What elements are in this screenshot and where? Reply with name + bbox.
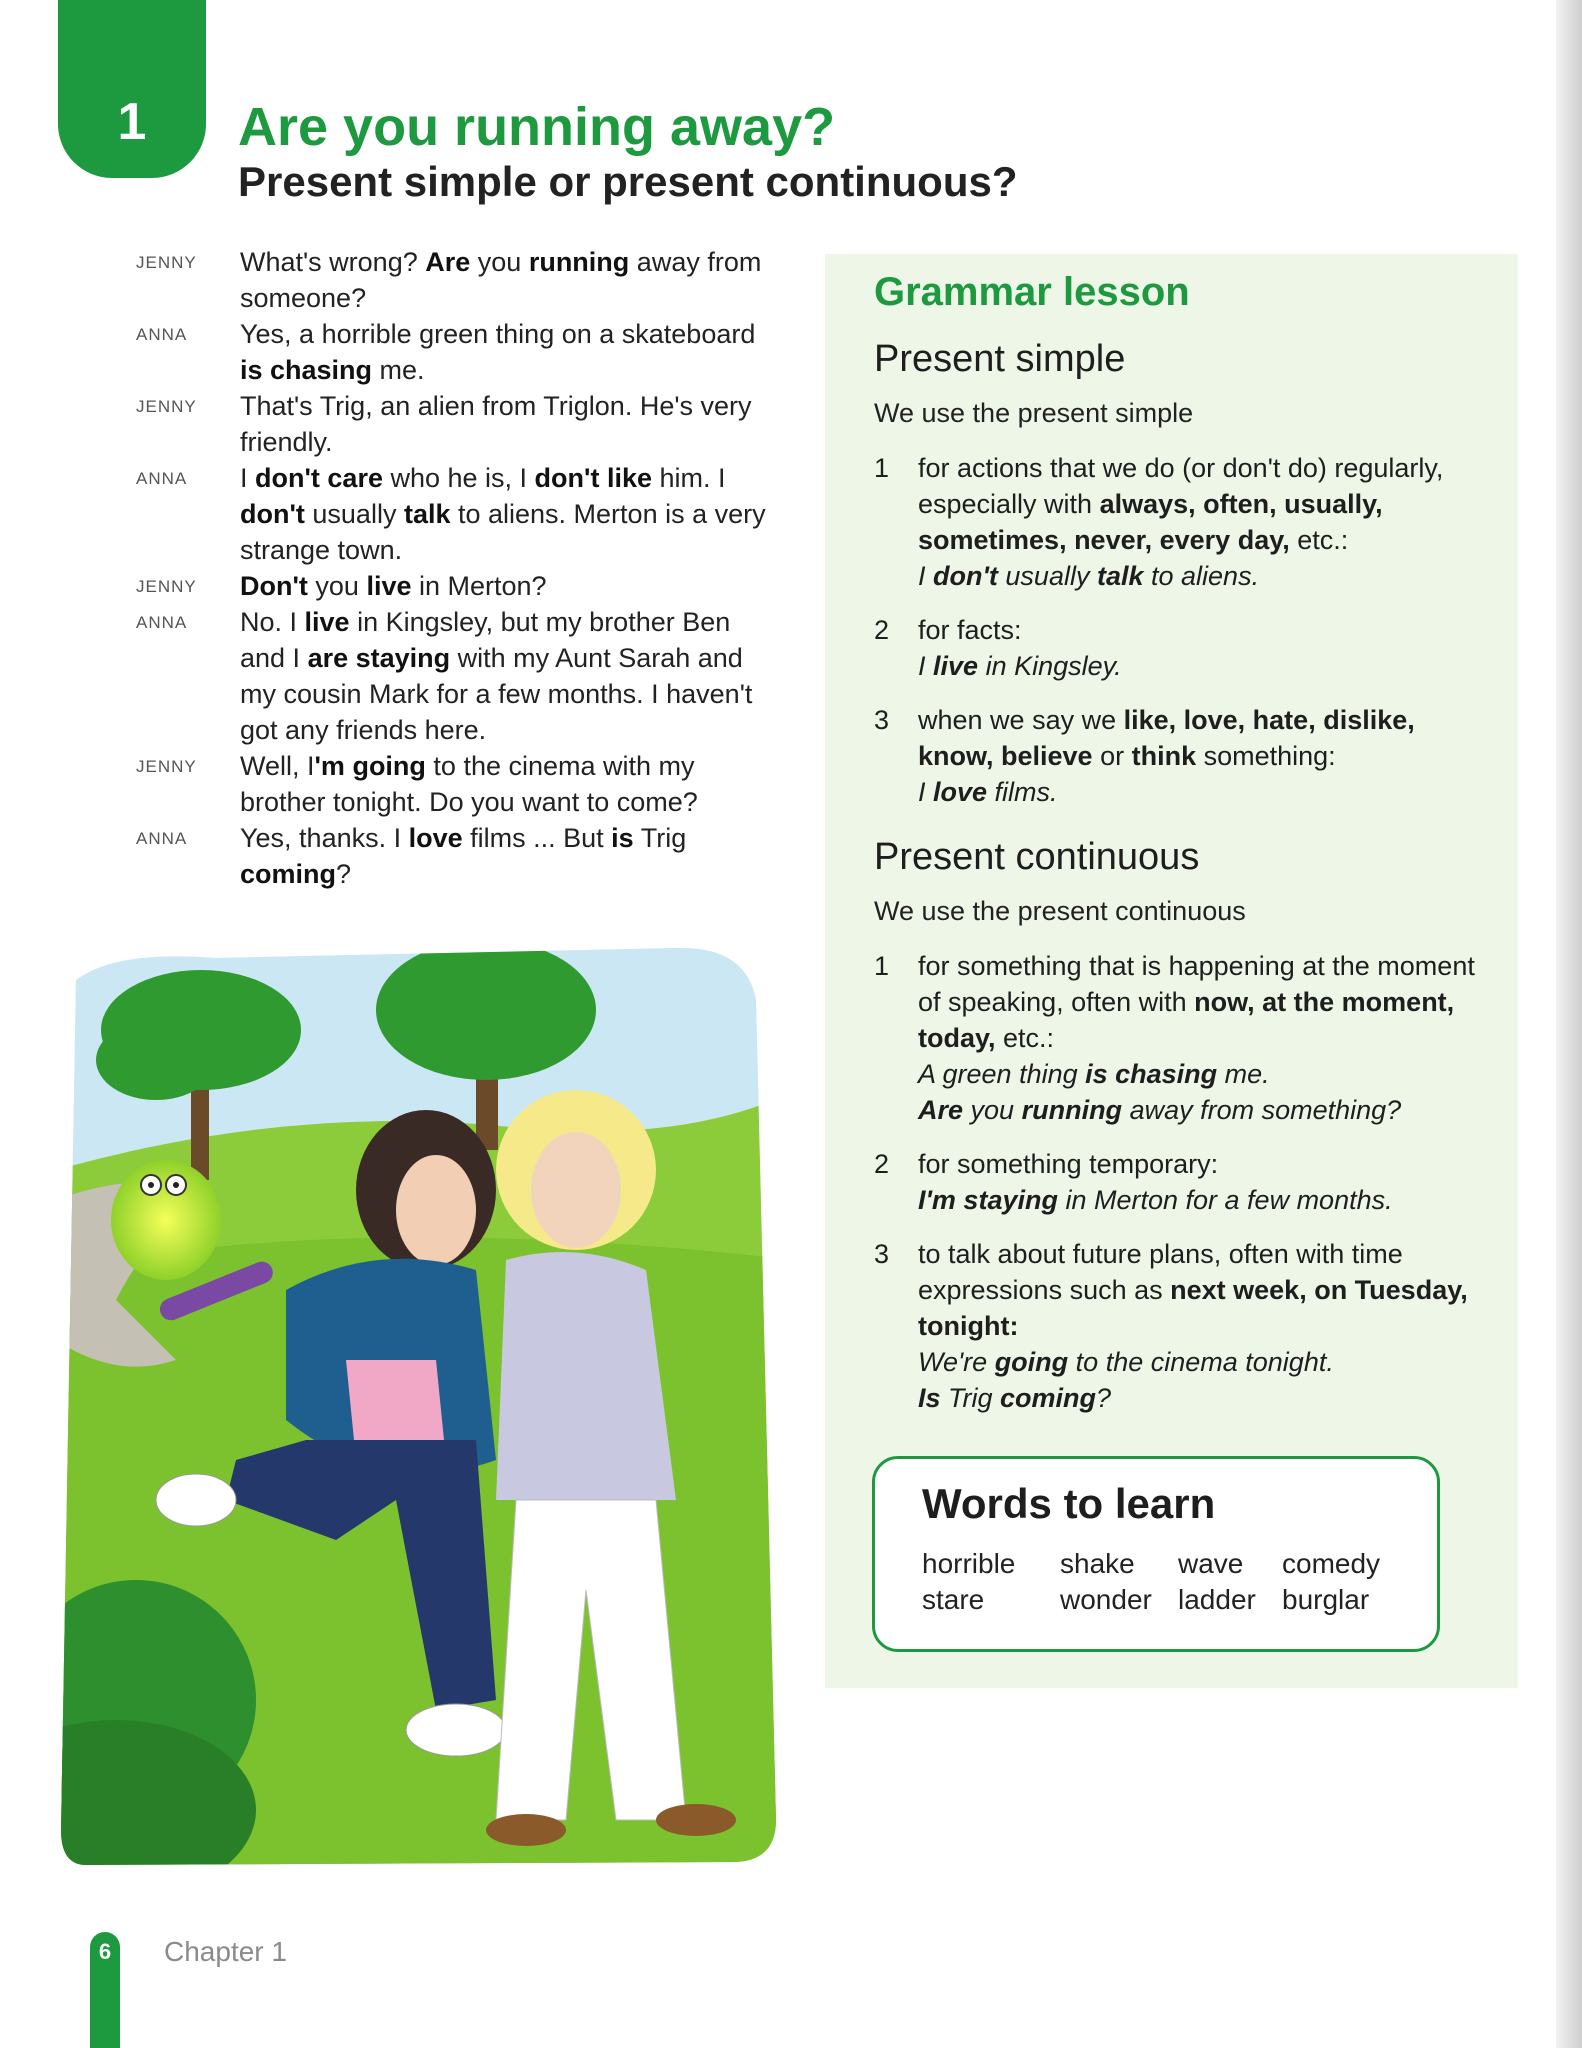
text-run: with my Aunt Sarah and my cousin Mark for a few months. I haven't got any friends here. [240,643,753,745]
bold-text: going [994,1347,1069,1377]
text-run: for something that is happening at the moment of speaking, often with [918,951,1475,1017]
word-item: horrible [922,1548,1016,1579]
text-run: for actions that we do (or don't do) regularly, especially with [918,453,1444,519]
present-simple-heading: Present simple [874,338,1126,380]
example-sentence [918,1380,1494,1416]
bold-text: is [611,823,634,853]
word-item: wonder [1060,1584,1152,1615]
bold-text: live [366,571,412,601]
word-item: burglar [1282,1584,1370,1615]
text-run: for something temporary: [918,1149,1219,1179]
text-run: I [240,463,256,493]
text-run: Trig [633,823,687,853]
present-simple-intro: We use the present simple [874,398,1194,428]
speech-text [240,568,547,604]
text-run: for facts: [918,615,1022,645]
text-run: What's wrong? [240,247,426,277]
text-run: usually [304,499,404,529]
rule-description [918,1236,1494,1344]
bold-text: talk [1096,561,1144,591]
rule-text [918,948,1494,1128]
bold-text: live [933,651,979,681]
text-run: when we say we [918,705,1124,735]
rule-text [918,702,1494,810]
text-run: to the cinema with my brother tonight. Do you want to come? [240,751,698,817]
speaker-name: ANNA [136,613,188,632]
bold-text: is chasing [1085,1059,1218,1089]
text-run: Trig [940,1383,1001,1413]
text-run: or [1092,741,1132,771]
grammar-rule [874,1236,1494,1416]
word-item: comedy [1282,1548,1381,1579]
bold-text: Are [425,247,471,277]
text-run: ? [1096,1383,1112,1413]
rule-text [918,612,1122,684]
text-run: me. [372,355,425,385]
text-run: in Kingsley. [978,651,1122,681]
example-sentence [918,1182,1393,1218]
text-run: in Merton? [411,571,547,601]
word-item: stare [922,1584,985,1615]
text-run: That's Trig, an alien from Triglon. He's very friendly. [240,391,752,457]
rule-number: 3 [874,1239,890,1269]
dialogue [136,244,776,892]
bold-text: talk [403,499,451,529]
rule-number: 1 [874,951,890,981]
words-list [922,1548,1412,1616]
speech-text [240,316,776,388]
bold-text: next week, on Tuesday, tonight: [918,1275,1468,1341]
text-run: in Merton for a few months. [1057,1185,1393,1215]
dialogue-line [136,244,776,316]
text-run: to aliens. [1143,561,1260,591]
grammar-rule [874,948,1494,1128]
speaker-name: JENNY [136,577,197,596]
rule-description [918,612,1122,648]
example-sentence [918,648,1122,684]
rule-text [918,450,1494,594]
dialogue-line [136,316,776,388]
bold-text: don't [933,561,998,591]
page-number: 6 [98,1939,112,1964]
text-run: ? [336,859,352,889]
text-run: etc.: [995,1023,1055,1053]
text-run: to talk about future plans, often with time expressions such as [918,1239,1403,1305]
page-edge [1556,0,1582,2048]
rule-text [918,1236,1494,1416]
bold-text: 'm going [314,751,426,781]
grammar-rule [874,702,1494,810]
page-title: Are you running away? [238,97,836,157]
text-run: to the cinema tonight. [1068,1347,1334,1377]
bold-text: always, often, usually, sometimes, never, every day, [918,489,1383,555]
speech-text [240,244,776,316]
text-run: usually [997,561,1097,591]
text-run: me. [1217,1059,1270,1089]
text-run: to aliens. Merton is a very strange town. [240,499,766,565]
bold-text: like, love, hate, dislike, know, believe [918,705,1415,771]
rule-number: 2 [874,615,890,645]
bold-text: are staying [307,643,451,673]
example-sentence [918,1344,1494,1380]
text-run: Well, I [240,751,315,781]
rule-number: 1 [874,453,890,483]
grammar-rule [874,612,1494,684]
speech-text [240,748,776,820]
text-run: A green thing [918,1059,1086,1089]
text-run: in Kingsley, but my brother Ben and I [240,607,731,673]
text-run: No. I [240,607,305,637]
bold-text: Don't [240,571,308,601]
speaker-name: JENNY [136,253,197,272]
text-run: films ... But [462,823,612,853]
speaker-name: ANNA [136,469,188,488]
text-run: you [963,1095,1022,1125]
text-run: We're [918,1347,995,1377]
speaker-name: ANNA [136,829,188,848]
speaker-name: JENNY [136,757,197,776]
bold-text: think [1131,741,1197,771]
text-run: away from something? [1122,1095,1402,1125]
page-subtitle: Present simple or present continuous? [238,158,1018,205]
bold-text: Is [918,1383,941,1413]
text-run: him. I [651,463,726,493]
present-continuous-heading: Present continuous [874,836,1200,878]
text-run: Yes, a horrible green thing on a skateboard [240,319,756,349]
dialogue-line [136,604,776,748]
bold-text: running [1021,1095,1123,1125]
words-to-learn-title: Words to learn [922,1480,1216,1527]
word-item: ladder [1178,1584,1256,1615]
text-run: something: [1196,741,1336,771]
example-sentence [918,1092,1494,1128]
dialogue-line [136,820,776,892]
dialogue-line [136,748,776,820]
bold-text: live [304,607,350,637]
illustration [56,940,796,1870]
word-item: wave [1178,1548,1244,1579]
speaker-name: ANNA [136,325,188,344]
text-run: away from someone? [240,247,762,313]
bold-text: Are [918,1095,964,1125]
bold-text: is chasing [240,355,373,385]
grammar-rule [874,1146,1494,1218]
present-continuous-list [874,948,1494,1434]
text-run: I [918,777,934,807]
speech-text [240,388,776,460]
rule-text [918,1146,1393,1218]
example-sentence [918,1056,1494,1092]
bold-text: running [528,247,630,277]
bold-text: don't care [255,463,383,493]
bold-text: don't [240,499,305,529]
bold-text: coming [1000,1383,1097,1413]
text-run: etc.: [1289,525,1349,555]
present-simple-list [874,450,1494,828]
bold-text: coming [240,859,337,889]
text-run: you [307,571,367,601]
text-run: I [918,651,934,681]
speaker-name: JENNY [136,397,197,416]
rule-number: 3 [874,705,890,735]
example-sentence [918,558,1494,594]
bold-text: now, at the moment, today, [918,987,1455,1053]
speech-text [240,604,776,748]
bold-text: love [408,823,463,853]
present-continuous-intro: We use the present continuous [874,896,1246,926]
grammar-title: Grammar lesson [874,270,1190,314]
dialogue-line [136,460,776,568]
bold-text: don't like [534,463,652,493]
speech-text [240,820,776,892]
text-run: I [918,561,934,591]
bold-text: I'm staying [918,1185,1058,1215]
text-run: Yes, thanks. I [240,823,409,853]
dialogue-line [136,568,776,604]
rule-description [918,702,1494,774]
word-item: shake [1060,1548,1135,1579]
example-sentence [918,774,1494,810]
footer-chapter-label: Chapter 1 [164,1936,287,1967]
speech-text [240,460,776,568]
bold-text: love [933,777,988,807]
rule-description [918,450,1494,558]
dialogue-line [136,388,776,460]
rule-description [918,948,1494,1056]
text-run: films. [987,777,1058,807]
grammar-rule [874,450,1494,594]
text-run: you [470,247,529,277]
rule-description [918,1146,1393,1182]
chapter-number: 1 [117,93,147,151]
rule-number: 2 [874,1149,890,1179]
text-run: who he is, I [382,463,535,493]
